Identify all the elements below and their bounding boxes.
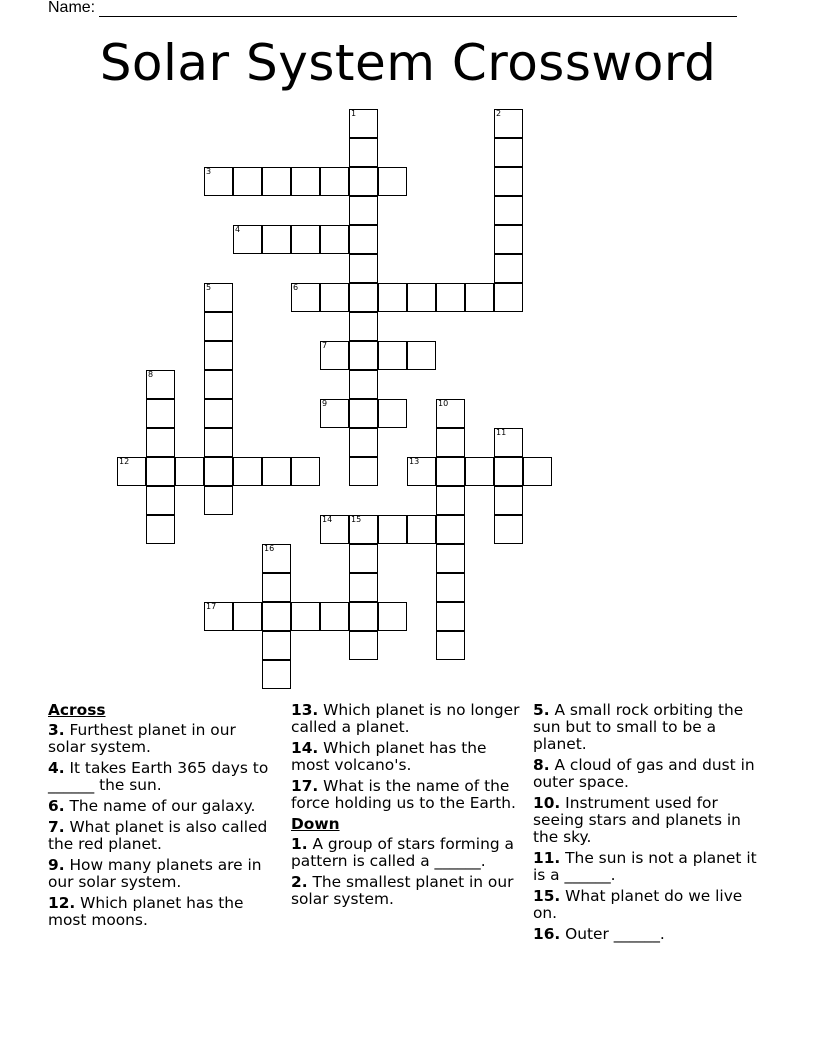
crossword-cell[interactable] [436, 631, 465, 660]
crossword-cell[interactable] [349, 196, 378, 225]
crossword-cell[interactable] [146, 370, 175, 399]
crossword-cell[interactable] [146, 515, 175, 544]
crossword-cell[interactable] [291, 167, 320, 196]
crossword-cell[interactable] [262, 660, 291, 689]
across-clue-list [48, 722, 273, 929]
clue-number: 16. [533, 925, 561, 943]
crossword-cell[interactable] [465, 457, 494, 486]
crossword-cell[interactable] [204, 399, 233, 428]
clue-number: 8 [148, 370, 154, 379]
crossword-cell[interactable] [494, 225, 523, 254]
clue-number: 5. [533, 701, 550, 719]
clue-number: 16 [264, 544, 275, 553]
crossword-cell[interactable] [349, 283, 378, 312]
crossword-cell[interactable] [436, 428, 465, 457]
crossword-cell[interactable] [349, 631, 378, 660]
clue-item [48, 722, 273, 756]
clue-item [291, 874, 523, 908]
clue-item [291, 778, 523, 812]
clue-number: 10. [533, 794, 561, 812]
crossword-cell[interactable] [204, 486, 233, 515]
clue-item [533, 926, 768, 943]
crossword-cell[interactable] [436, 457, 465, 486]
crossword-cell[interactable] [262, 544, 291, 573]
crossword-cell[interactable] [291, 602, 320, 631]
crossword-cell[interactable] [436, 486, 465, 515]
crossword-cell[interactable] [233, 167, 262, 196]
clue-number: 3 [206, 167, 212, 176]
page-title: Solar System Crossword [99, 34, 717, 92]
crossword-cell[interactable] [494, 254, 523, 283]
name-label: Name: [48, 0, 96, 16]
clue-text: It takes Earth 365 days to ______ the sun. [48, 759, 269, 794]
clue-number: 14. [291, 739, 319, 757]
crossword-cell[interactable] [291, 225, 320, 254]
clues-column-2 [291, 702, 523, 912]
clue-number: 14 [322, 515, 333, 524]
crossword-cell[interactable] [494, 457, 523, 486]
crossword-cell[interactable] [146, 428, 175, 457]
clue-item [533, 757, 768, 791]
crossword-cell[interactable] [494, 486, 523, 515]
clue-number: 13 [409, 457, 420, 466]
crossword-cell[interactable] [320, 341, 349, 370]
clue-number: 3. [48, 721, 65, 739]
crossword-cell[interactable] [320, 225, 349, 254]
crossword-cell[interactable] [407, 515, 436, 544]
crossword-cell[interactable] [494, 196, 523, 225]
clue-number: 6 [293, 283, 299, 292]
clue-text: Furthest planet in our solar system. [48, 721, 236, 756]
crossword-cell[interactable] [349, 167, 378, 196]
crossword-cell[interactable] [117, 457, 146, 486]
clue-number: 4 [235, 225, 241, 234]
crossword-cell[interactable] [262, 631, 291, 660]
crossword-cell[interactable] [233, 457, 262, 486]
clue-item [291, 836, 523, 870]
crossword-cell[interactable] [146, 486, 175, 515]
clue-number: 7 [322, 341, 328, 350]
clue-text: The sun is not a planet it is a ______. [533, 849, 757, 884]
crossword-cell[interactable] [436, 283, 465, 312]
clue-text: The smallest planet in our solar system. [291, 873, 514, 908]
clue-item [291, 702, 523, 736]
across-clue-list-cont [291, 702, 523, 812]
clue-number: 15 [351, 515, 362, 524]
down-heading: Down [291, 815, 340, 833]
crossword-cell[interactable] [320, 515, 349, 544]
crossword-cell[interactable] [407, 283, 436, 312]
crossword-cell[interactable] [494, 167, 523, 196]
clue-text: A cloud of gas and dust in outer space. [533, 756, 755, 791]
crossword-cell[interactable] [349, 457, 378, 486]
clue-text: What is the name of the force holding us to the Earth. [291, 777, 516, 812]
clue-number: 17 [206, 602, 217, 611]
crossword-cell[interactable] [233, 225, 262, 254]
clue-number: 11 [496, 428, 507, 437]
crossword-cell[interactable] [320, 602, 349, 631]
crossword-cell[interactable] [262, 573, 291, 602]
clue-text: What planet is also called the red planet. [48, 818, 268, 853]
crossword-cell[interactable] [378, 341, 407, 370]
clue-item [48, 760, 273, 794]
crossword-cell[interactable] [436, 515, 465, 544]
clue-number: 15. [533, 887, 561, 905]
clue-item [533, 795, 768, 846]
crossword-cell[interactable] [204, 341, 233, 370]
crossword-cell[interactable] [204, 312, 233, 341]
crossword-cell[interactable] [262, 225, 291, 254]
clue-item [533, 850, 768, 884]
down-clue-list [291, 836, 523, 908]
crossword-cell[interactable] [494, 138, 523, 167]
clue-text: Instrument used for seeing stars and planets in the sky. [533, 794, 741, 846]
crossword-cell[interactable] [407, 341, 436, 370]
clues-column-3 [533, 702, 768, 947]
crossword-cell[interactable] [262, 602, 291, 631]
clue-number: 10 [438, 399, 449, 408]
crossword-cell[interactable] [320, 399, 349, 428]
clue-item [48, 819, 273, 853]
crossword-cell[interactable] [291, 457, 320, 486]
crossword-cell[interactable] [349, 225, 378, 254]
crossword-cell[interactable] [349, 602, 378, 631]
crossword-cell[interactable] [349, 573, 378, 602]
clue-number: 2 [496, 109, 502, 118]
crossword-cell[interactable] [378, 283, 407, 312]
crossword-cell[interactable] [349, 138, 378, 167]
crossword-cell[interactable] [262, 167, 291, 196]
clues-column-1 [48, 702, 273, 933]
crossword-cell[interactable] [407, 457, 436, 486]
clue-number: 5 [206, 283, 212, 292]
clue-number: 11. [533, 849, 561, 867]
crossword-cell[interactable] [349, 399, 378, 428]
crossword-cell[interactable] [436, 399, 465, 428]
crossword-cell[interactable] [204, 167, 233, 196]
clue-item [48, 798, 273, 815]
crossword-cell[interactable] [378, 515, 407, 544]
clue-number: 9 [322, 399, 328, 408]
crossword-cell[interactable] [494, 515, 523, 544]
crossword-cell[interactable] [349, 370, 378, 399]
clue-number: 7. [48, 818, 65, 836]
clue-number: 1. [291, 835, 308, 853]
clue-text: Outer ______. [560, 925, 665, 943]
crossword-cell[interactable] [436, 544, 465, 573]
clue-number: 9. [48, 856, 65, 874]
clue-item [48, 857, 273, 891]
clue-text: A group of stars forming a pattern is called a ______. [291, 835, 514, 870]
crossword-cell[interactable] [262, 457, 291, 486]
clue-text: The name of our galaxy. [64, 797, 256, 815]
clue-item [533, 888, 768, 922]
clue-text: Which planet has the most moons. [48, 894, 244, 929]
clue-number: 1 [351, 109, 357, 118]
crossword-cell[interactable] [523, 457, 552, 486]
clue-number: 12. [48, 894, 76, 912]
crossword-cell[interactable] [378, 399, 407, 428]
clue-text: How many planets are in our solar system. [48, 856, 262, 891]
crossword-cell[interactable] [146, 457, 175, 486]
clue-number: 2. [291, 873, 308, 891]
clue-item [291, 740, 523, 774]
clue-item [533, 702, 768, 753]
clue-number: 8. [533, 756, 550, 774]
crossword-cell[interactable] [349, 515, 378, 544]
crossword-cell[interactable] [378, 602, 407, 631]
crossword-cell[interactable] [146, 399, 175, 428]
crossword-cell[interactable] [233, 602, 262, 631]
crossword-cell[interactable] [494, 109, 523, 138]
crossword-cell[interactable] [204, 283, 233, 312]
clue-number: 6. [48, 797, 65, 815]
clue-number: 17. [291, 777, 319, 795]
across-heading: Across [48, 701, 106, 719]
crossword-cell[interactable] [349, 544, 378, 573]
clue-number: 13. [291, 701, 319, 719]
crossword-cell[interactable] [349, 254, 378, 283]
crossword-cell[interactable] [204, 457, 233, 486]
crossword-cell[interactable] [175, 457, 204, 486]
crossword-cell[interactable] [465, 283, 494, 312]
clue-text: What planet do we live on. [533, 887, 743, 922]
crossword-cell[interactable] [204, 370, 233, 399]
crossword-cell[interactable] [320, 167, 349, 196]
crossword-cell[interactable] [291, 283, 320, 312]
crossword-cell[interactable] [494, 283, 523, 312]
crossword-cell[interactable] [349, 428, 378, 457]
crossword-cell[interactable] [494, 428, 523, 457]
crossword-cell[interactable] [436, 602, 465, 631]
crossword-cell[interactable] [349, 109, 378, 138]
crossword-cell[interactable] [204, 428, 233, 457]
clue-number: 4. [48, 759, 65, 777]
clue-text: Which planet is no longer called a planet. [291, 701, 520, 736]
clue-item [48, 895, 273, 929]
clue-text: A small rock orbiting the sun but to small to be a planet. [533, 701, 744, 753]
crossword-cell[interactable] [204, 602, 233, 631]
clue-number: 12 [119, 457, 130, 466]
clue-text: Which planet has the most volcano's. [291, 739, 487, 774]
crossword-cell[interactable] [320, 283, 349, 312]
crossword-cell[interactable] [436, 573, 465, 602]
crossword-cell[interactable] [378, 167, 407, 196]
crossword-cell[interactable] [349, 341, 378, 370]
crossword-cell[interactable] [349, 312, 378, 341]
down-clue-list-cont [533, 702, 768, 943]
